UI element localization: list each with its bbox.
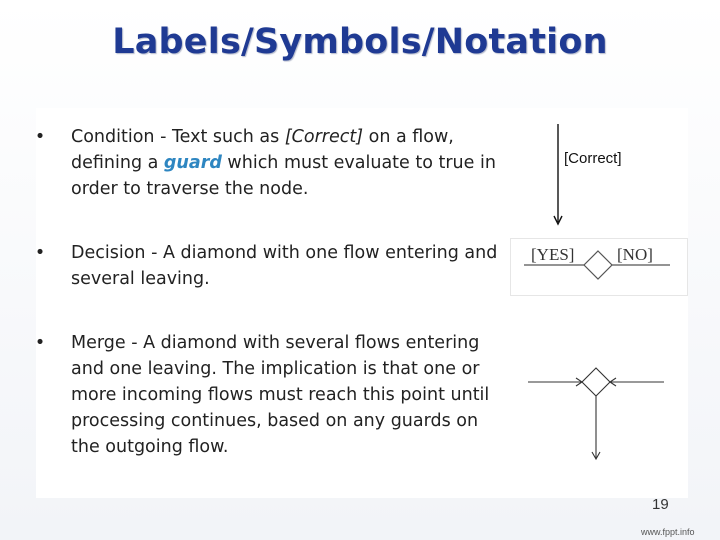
merge-diagram (520, 362, 670, 466)
condition-example: [Correct] (284, 127, 364, 147)
condition-text-c: which must evaluate to true in order to traverse the node. (71, 153, 496, 199)
bullet-dot: • (34, 243, 46, 263)
condition-text-a: - Text such as (154, 127, 285, 147)
bullet-merge (30, 330, 500, 460)
condition-flow-arrow (550, 122, 570, 230)
term-decision: Decision (71, 243, 146, 263)
bullet-dot: • (34, 333, 46, 353)
bullet-decision (30, 240, 500, 292)
guard-term: guard (163, 153, 222, 173)
term-merge: Merge (71, 333, 126, 353)
decision-yes-label: [YES] (531, 245, 575, 264)
footer-url: www.fppt.info (641, 527, 695, 537)
bullet-condition (30, 124, 500, 202)
slide-title: Labels/Symbols/Notation (112, 22, 608, 62)
page-number: 19 (652, 496, 669, 513)
decision-no-label: [NO] (617, 245, 653, 264)
condition-guard-label: [Correct] (564, 150, 622, 167)
bullet-dot: • (34, 127, 46, 147)
decision-text: - A diamond with one flow entering and several leaving. (71, 243, 498, 289)
merge-text: - A diamond with several flows entering and one leaving. The implication is that one or more incoming flows must reach this point until processing continues, based on any guards on the outgoing flow. (71, 333, 490, 457)
condition-text-b: on a flow, defining a (71, 127, 454, 173)
term-condition: Condition (71, 127, 155, 147)
